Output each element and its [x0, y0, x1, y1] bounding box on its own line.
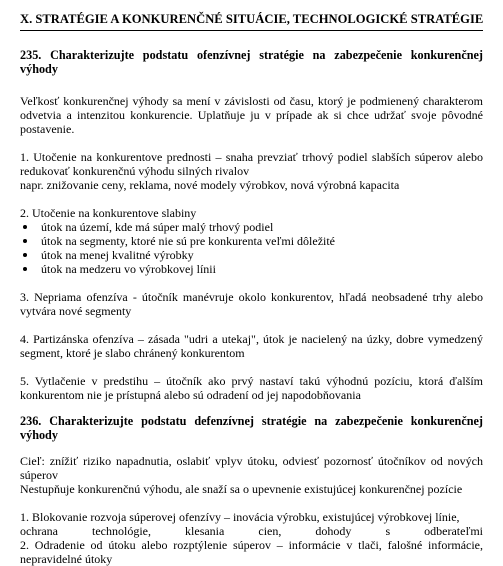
q235-item-2-bullet-list — [20, 220, 483, 276]
q235-item-1-examples: napr. znižovanie ceny, reklama, nové modely výrobkov, nová výrobná kapacita — [20, 178, 400, 192]
q235-item-1: 1. Utočenie na konkurentove prednosti – snaha prevziať trhový podiel slabších súperov alebo redukovať konkurenčnú výhodu silných rivalov — [20, 150, 483, 178]
document-page — [20, 0, 483, 566]
q236-item-2: 2. Odradenie od útoku alebo rozptýlenie súperov – informácie v tlači, falošné informácie, nepravidelné útoky — [20, 538, 483, 566]
bullet-item: útok na medzeru vo výrobkovej línii — [20, 262, 483, 276]
bullet-item: útok na segmenty, ktoré nie sú pre konkurenta veľmi dôležité — [20, 234, 483, 248]
q235-intro-paragraph: Veľkosť konkurenčnej výhody sa mení v závislosti od času, ktorý je podmienený charakterom odvetvia a intenzitou konkurencie. Uplatňuje ju v prípade ak si chce udržať svoje pôvodné postavenie. — [20, 94, 483, 136]
q236-note: Nestupňuje konkurenčnú výhodu, ale snaží sa o upevnenie existujúcej konkurenčnej pozície — [20, 482, 463, 496]
q236-goal: Cieľ: znížiť riziko napadnutia, oslabiť vplyv útoku, odviesť pozornosť útočníkov od nových súperov — [20, 454, 483, 482]
q235-item-3: 3. Nepriama ofenzíva - útočník manévruje okolo konkurentov, hľadá neobsadené trhy alebo vytvára nové segmenty — [20, 290, 483, 318]
q235-item-4: 4. Partizánska ofenzíva – zásada "udri a utekaj", útok je nacielený na úzky, dobre vymedzený segment, ktoré je slabo chránený konkurentom — [20, 332, 483, 360]
bullet-item: útok na území, kde má súper malý trhový podiel — [20, 220, 483, 234]
question-236-title: 236. Charakterizujte podstatu defenzívnej stratégie na zabezpečenie konkurenčnej výhody — [20, 414, 483, 442]
q235-item-2: 2. Utočenie na konkurentove slabiny — [20, 206, 197, 220]
bullet-item: útok na menej kvalitné výrobky — [20, 248, 483, 262]
chapter-title: X. STRATÉGIE A KONKURENČNÉ SITUÁCIE, TECHNOLOGICKÉ STRATÉGIE — [20, 12, 483, 31]
q236-item-1-line-1: 1. Blokovanie rozvoja súperovej ofenzívy – inovácia výrobku, existujúcej výrobkovej línie, — [20, 510, 460, 524]
question-235-title: 235. Charakterizujte podstatu ofenzívnej stratégie na zabezpečenie konkurenčnej výhody — [20, 48, 483, 76]
q235-item-5: 5. Vytlačenie v predstihu – útočník ako prvý nastaví takú výhodnú pozíciu, ktorá ďalším konkurentom nie je prístupná alebo sú odradení od jej napodobňovania — [20, 374, 483, 402]
q236-item-1-line-2: ochrana technológie, klesania cien, dohody s odberateľmi — [20, 524, 483, 538]
